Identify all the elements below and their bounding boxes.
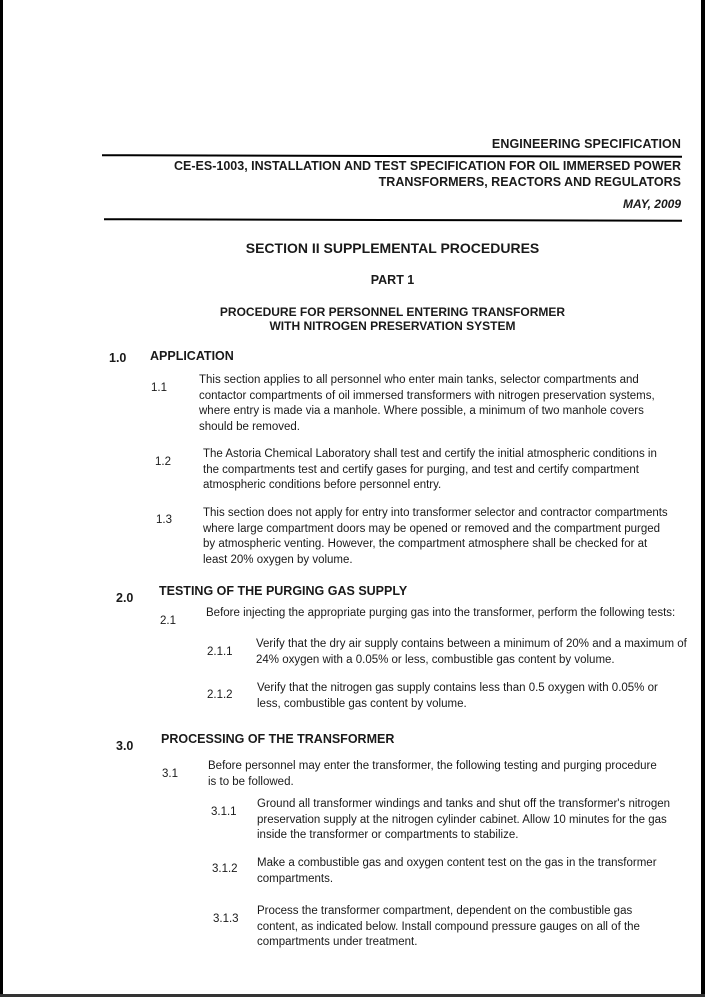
section-heading: APPLICATION	[150, 349, 234, 363]
paragraph-line: least 20% oxygen by volume.	[203, 553, 353, 566]
item-number: 2.1	[160, 615, 176, 627]
page-edge-right	[701, 0, 705, 997]
spec-date: MAY, 2009	[622, 197, 681, 211]
subitem-number: 2.1.1	[207, 646, 233, 658]
paragraph-line: 24% oxygen with a 0.05% or less, combustible gas content by volume.	[256, 653, 615, 666]
paragraph-line: Process the transformer compartment, dependent on the combustible gas	[257, 905, 633, 917]
paragraph-line: atmospheric conditions before personnel entry.	[203, 479, 442, 491]
procedure-title-line-2: WITH NITROGEN PRESERVATION SYSTEM	[269, 319, 516, 333]
section-heading: TESTING OF THE PURGING GAS SUPPLY	[159, 584, 408, 598]
paragraph-line: preservation supply at the nitrogen cylinder cabinet. Allow 10 minutes for the gas	[257, 813, 667, 826]
part-title: PART 1	[370, 273, 415, 287]
item-paragraph	[203, 447, 689, 494]
paragraph-line: Make a combustible gas and oxygen content test on the gas in the transformer	[257, 857, 657, 869]
paragraph-line: compartments.	[257, 872, 334, 885]
document-type-heading: ENGINEERING SPECIFICATION	[491, 137, 681, 151]
paragraph-line: inside the transformer or compartments to stabilize.	[257, 829, 519, 841]
paragraph-line: Verify that the dry air supply contains between a minimum of 20% and a maximum of	[256, 638, 687, 650]
item-paragraph	[203, 506, 689, 568]
section-number: 1.0	[109, 351, 127, 365]
item-paragraph	[199, 373, 685, 435]
subitem-paragraph	[257, 797, 695, 844]
spec-title-line-2: TRANSFORMERS, REACTORS AND REGULATORS	[378, 175, 681, 189]
paragraph-line: This section does not apply for entry into transformer selector and contractor compartments	[203, 507, 668, 519]
item-number: 1.2	[155, 456, 171, 468]
section-heading: PROCESSING OF THE TRANSFORMER	[161, 732, 395, 746]
section-number: 2.0	[116, 591, 134, 605]
paragraph-line: by atmospheric venting. However, the compartment atmosphere shall be checked for at	[203, 538, 648, 550]
item-number: 3.1	[162, 768, 178, 780]
subitem-paragraph	[257, 904, 695, 951]
subitem-number: 3.1.1	[211, 806, 237, 818]
paragraph-line: This section applies to all personnel who enter main tanks, selector compartments and	[199, 374, 639, 386]
section-number: 3.0	[116, 739, 134, 753]
subitem-number: 3.1.2	[212, 863, 238, 875]
paragraph-line: less, combustible gas content by volume.	[257, 697, 467, 710]
paragraph-line: Before personnel may enter the transformer, the following testing and purging procedure	[208, 760, 657, 772]
paragraph-line: The Astoria Chemical Laboratory shall test and certify the initial atmospheric conditions in	[203, 448, 657, 460]
subitem-number: 2.1.2	[207, 689, 233, 701]
subitem-paragraph	[256, 637, 694, 668]
procedure-title-line-1: PROCEDURE FOR PERSONNEL ENTERING TRANSFORMER	[219, 305, 566, 319]
paragraph-line: compartments under treatment.	[257, 936, 418, 948]
paragraph-line: is to be followed.	[208, 775, 294, 788]
item-paragraph	[206, 606, 696, 622]
item-number: 1.1	[151, 382, 167, 394]
spec-title-line-1: CE-ES-1003, INSTALLATION AND TEST SPECIFICATION FOR OIL IMMERSED POWER	[174, 159, 681, 173]
header-rule-top	[102, 154, 682, 158]
paragraph-line: content, as indicated below. Install compound pressure gauges on all of the	[257, 920, 640, 933]
paragraph-line: Verify that the nitrogen gas supply contains less than 0.5 oxygen with 0.05% or	[257, 682, 658, 694]
subitem-paragraph	[257, 681, 695, 712]
paragraph-line: where large compartment doors may be opened or removed and the compartment purged	[203, 522, 661, 535]
paragraph-line: the compartments test and certify gases for purging, and test and certify compartment	[203, 463, 639, 476]
paragraph-line: contactor compartments of oil immersed transformers with nitrogen preservation systems,	[199, 389, 655, 402]
item-paragraph	[208, 759, 694, 790]
page-edge-left	[0, 0, 3, 997]
item-number: 1.3	[156, 514, 172, 526]
subitem-paragraph	[257, 856, 695, 887]
paragraph-line: should be removed.	[199, 420, 301, 433]
paragraph-line: Ground all transformer windings and tanks and shut off the transformer's nitrogen	[257, 798, 671, 810]
paragraph-line: where entry is made via a manhole. Where possible, a minimum of two manhole covers	[199, 405, 644, 417]
header-rule-bottom	[104, 218, 682, 222]
subitem-number: 3.1.3	[213, 913, 239, 925]
section-title: SECTION II SUPPLEMENTAL PROCEDURES	[245, 240, 540, 256]
paragraph-line: Before injecting the appropriate purging gas into the transformer, perform the following tests:	[206, 607, 676, 619]
